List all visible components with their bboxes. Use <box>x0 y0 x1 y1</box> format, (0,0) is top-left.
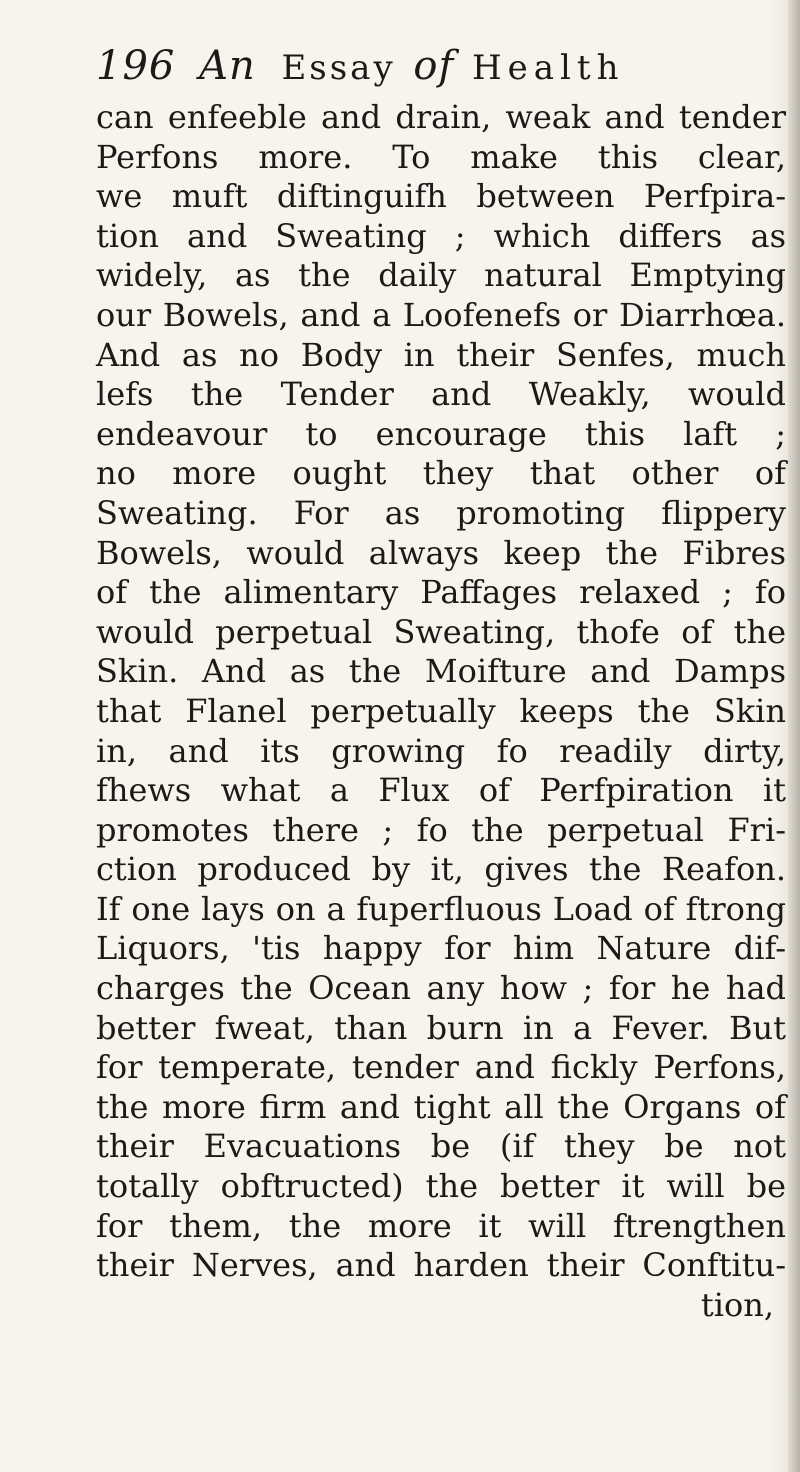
running-header <box>96 42 776 92</box>
text-line: our Bowels, and a Loofenefs or Diarrhœa. <box>96 295 786 334</box>
text-line: endeavour to encourage this laft ; <box>96 414 786 453</box>
text-line: If one lays on a fuperfluous Load of ftrong <box>96 889 786 928</box>
text-line: tion and Sweating ; which differs as <box>96 216 786 255</box>
text-line: for temperate, tender and fickly Perfons, <box>96 1048 786 1087</box>
text-line: Skin. And as the Moifture and Damps <box>96 652 786 691</box>
page-number: 196 <box>96 43 176 89</box>
text-line: we muft diftinguifh between Perfpira- <box>96 177 786 216</box>
page-edge-shadow <box>788 0 800 1472</box>
text-line: no more ought they that other of <box>96 454 786 493</box>
text-line: that Flanel perpetually keeps the Skin <box>96 691 786 730</box>
text-line: promotes there ; fo the perpetual Fri- <box>96 810 786 849</box>
text-line: can enfeeble and drain, weak and tender <box>96 98 786 136</box>
text-line: better fweat, than burn in a Fever. But <box>96 1008 786 1047</box>
header-word-essay: Essay <box>281 48 396 88</box>
text-line: for them, the more it will ftrengthen <box>96 1206 786 1245</box>
catchword: tion, <box>700 1285 774 1324</box>
text-line: Perfons more. To make this clear, <box>96 137 786 176</box>
text-line: the more firm and tight all the Organs of <box>96 1087 786 1126</box>
header-word-health: Health <box>471 48 625 88</box>
text-line: Bowels, would always keep the Fibres <box>96 533 786 572</box>
body-text <box>96 98 786 1325</box>
text-line: Liquors, 'tis happy for him Nature dif- <box>96 929 786 968</box>
text-line: would perpetual Sweating, thofe of the <box>96 612 786 651</box>
text-line: totally obftructed) the better it will be <box>96 1167 786 1206</box>
text-line: lefs the Tender and Weakly, would <box>96 375 786 414</box>
text-line: fhews what a Flux of Perfpiration it <box>96 771 786 810</box>
text-line: of the alimentary Paffages relaxed ; fo <box>96 573 786 612</box>
text-line: widely, as the daily natural Emptying <box>96 256 786 295</box>
text-line: Sweating. For as promoting flippery <box>96 493 786 532</box>
text-line: ction produced by it, gives the Reafon. <box>96 850 786 889</box>
text-line: their Evacuations be (if they be not <box>96 1127 786 1166</box>
text-line: And as no Body in their Senfes, much <box>96 335 786 374</box>
text-line: charges the Ocean any how ; for he had <box>96 969 786 1008</box>
header-word-of: of <box>413 43 455 89</box>
header-word-an: An <box>199 43 256 89</box>
text-line: in, and its growing fo readily dirty, <box>96 731 786 770</box>
text-line: their Nerves, and harden their Conftitu- <box>96 1246 786 1285</box>
